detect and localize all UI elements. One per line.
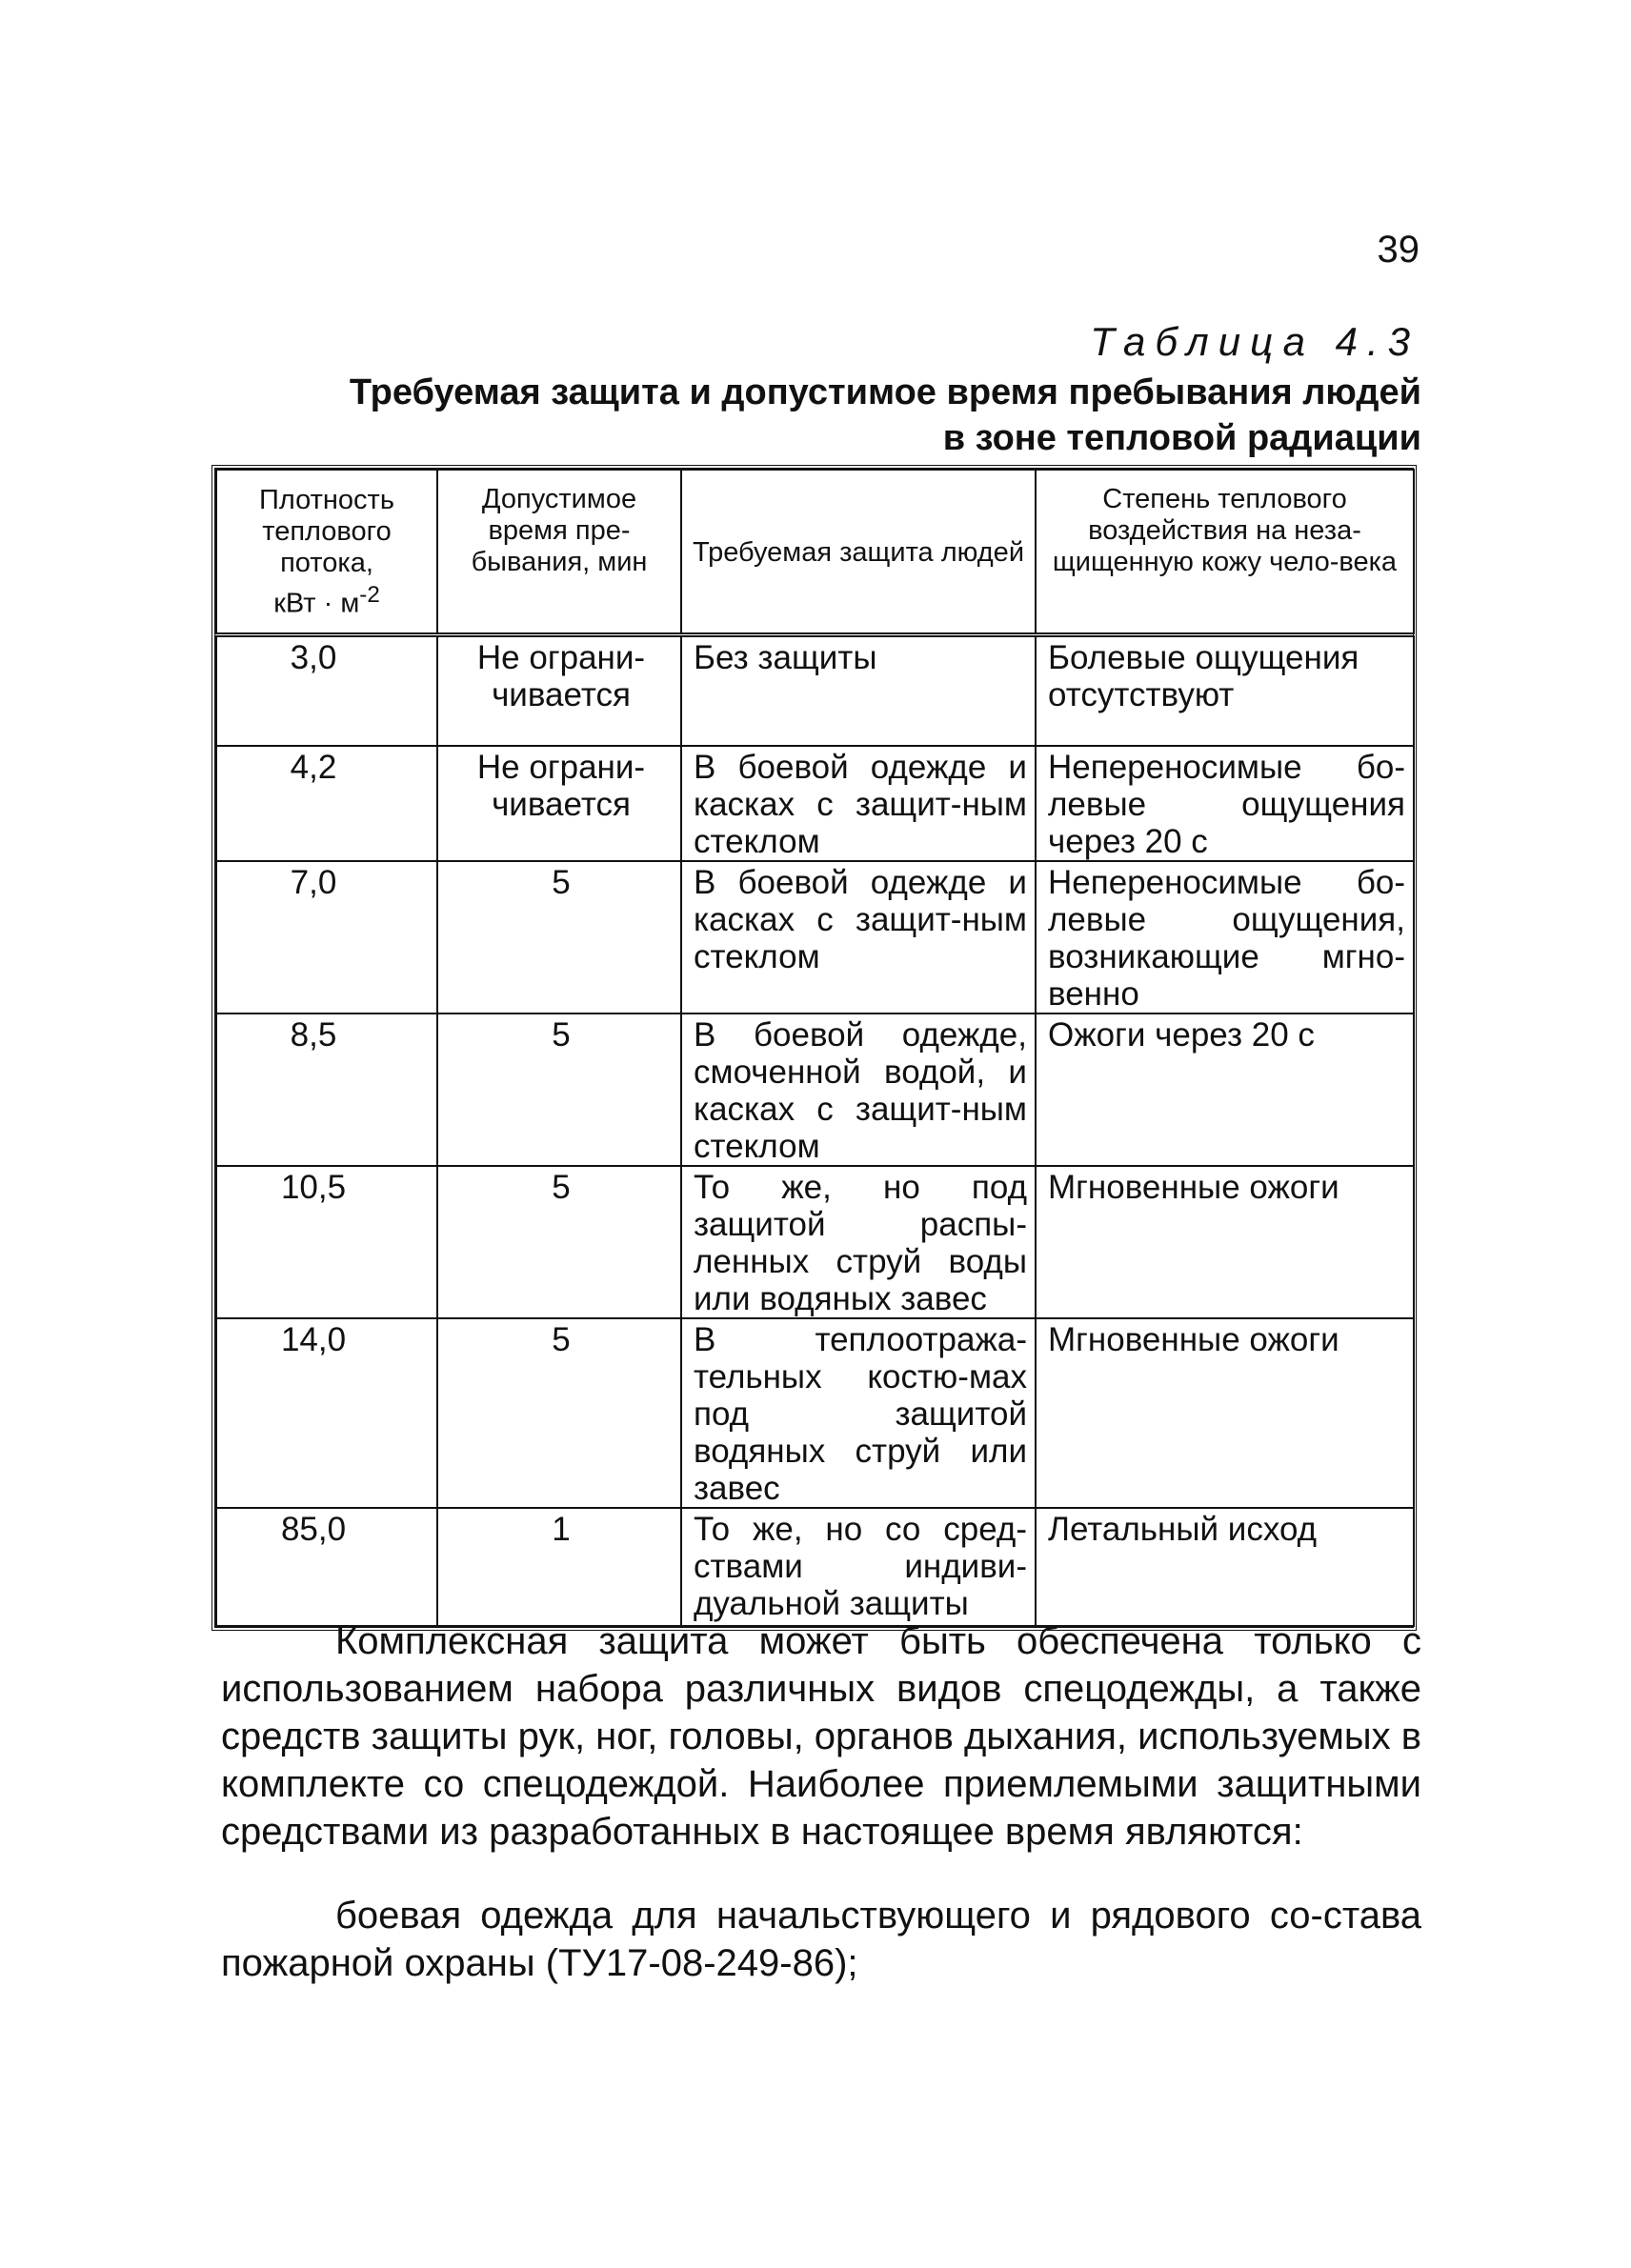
cell-protection: То же, но со сред-ствами индиви-дуальной защиты [681, 1508, 1036, 1626]
cell-protection: В теплоотража-тельных костю-мах под защитой водяных струй или завес [681, 1318, 1036, 1508]
cell-effect: Летальный исход [1036, 1508, 1414, 1626]
cell-time: 5 [437, 861, 681, 1014]
table-row [216, 1508, 1414, 1626]
cell-time: Не ограни-чивается [437, 746, 681, 861]
table-row [216, 1166, 1414, 1318]
cell-protection: В боевой одежде, смоченной водой, и касках с защит-ным стеклом [681, 1014, 1036, 1166]
table-row [216, 746, 1414, 861]
cell-time: 5 [437, 1318, 681, 1508]
cell-time: 5 [437, 1014, 681, 1166]
cell-protection: В боевой одежде и касках с защит-ным стеклом [681, 861, 1036, 1014]
header-thermal-effect: Степень теплового воздействия на неза-щищенную кожу чело-века [1036, 470, 1414, 635]
header-allowed-time: Допустимое время пре-бывания, мин [437, 470, 681, 635]
cell-flux: 8,5 [216, 1014, 437, 1166]
table-label: Таблица 4.3 [1090, 319, 1420, 364]
body-paragraph-1 [221, 1617, 1421, 1856]
cell-flux: 85,0 [216, 1508, 437, 1626]
cell-protection: То же, но под защитой распы-ленных струй воды или водяных завес [681, 1166, 1036, 1318]
cell-effect: Болевые ощущения отсутствуют [1036, 635, 1414, 746]
cell-flux: 10,5 [216, 1166, 437, 1318]
cell-flux: 7,0 [216, 861, 437, 1014]
body-paragraph-2 [221, 1892, 1421, 1987]
cell-protection: Без защиты [681, 635, 1036, 746]
body-paragraph-1-text: Комплексная защита может быть обеспечена только с использованием набора различных видов спецодежды, а также средств защиты рук, ног, головы, органов дыхания, используемых в комплекте со спецодеждой. Наиболее приемлемыми защитными средствами из разработанных в настоящее время являются: [221, 1620, 1421, 1853]
table-title [219, 370, 1421, 461]
cell-time: Не ограни-чивается [437, 635, 681, 746]
data-table [211, 465, 1417, 1631]
table-title-line1: Требуемая защита и допустимое время пребывания людей [349, 372, 1421, 412]
table-header-row [216, 470, 1414, 635]
cell-effect: Мгновенные ожоги [1036, 1166, 1414, 1318]
cell-effect: Ожоги через 20 с [1036, 1014, 1414, 1166]
cell-effect: Непереносимые бо-левые ощущения, возникающие мгно-венно [1036, 861, 1414, 1014]
cell-effect: Непереносимые бо-левые ощущения через 20 с [1036, 746, 1414, 861]
table-row [216, 861, 1414, 1014]
table-row [216, 1014, 1414, 1166]
header-heat-flux [216, 470, 437, 635]
cell-flux: 4,2 [216, 746, 437, 861]
cell-flux: 14,0 [216, 1318, 437, 1508]
header-required-protection: Требуемая защита людей [681, 470, 1036, 635]
header-heat-flux-unit-exp: -2 [359, 582, 380, 609]
table-row [216, 1318, 1414, 1508]
cell-effect: Мгновенные ожоги [1036, 1318, 1414, 1508]
header-heat-flux-label: Плотность теплового потока, [259, 485, 394, 579]
cell-protection: В боевой одежде и касках с защит-ным стеклом [681, 746, 1036, 861]
table-row [216, 635, 1414, 746]
body-paragraph-2-text: боевая одежда для начальствующего и рядового со-става пожарной охраны (ТУ17-08-249-86); [221, 1895, 1421, 1984]
page-number: 39 [1377, 229, 1420, 271]
table-title-line2: в зоне тепловой радиации [942, 418, 1421, 458]
cell-time: 5 [437, 1166, 681, 1318]
cell-flux: 3,0 [216, 635, 437, 746]
cell-time: 1 [437, 1508, 681, 1626]
header-heat-flux-unit: кВт · м [273, 588, 360, 619]
